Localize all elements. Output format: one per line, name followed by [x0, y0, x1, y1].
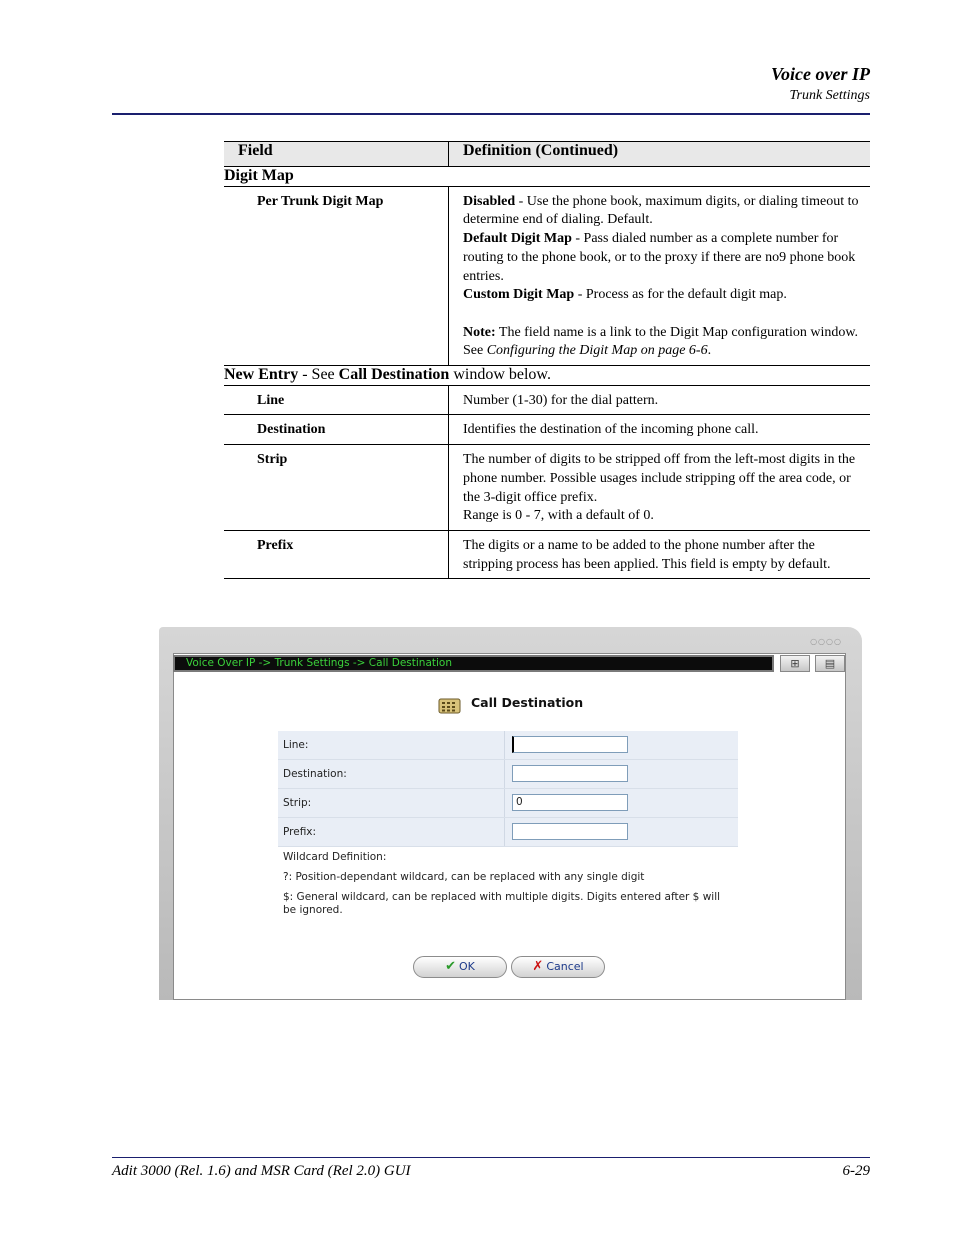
note	[463, 324, 868, 361]
table-row	[224, 445, 870, 531]
new-entry-label: New Entry	[224, 366, 299, 384]
strip-label: Strip:	[283, 797, 312, 809]
definition-line	[463, 230, 868, 286]
call-destination-ref: Call Destination	[338, 366, 450, 384]
spacer	[463, 305, 868, 324]
page-number: 6-29	[842, 1163, 870, 1179]
definition-line: The number of digits to be stripped off from the left-most digits in the phone number. Possible usages include stripping off the area code, or the 3-digit office prefix.	[463, 452, 856, 505]
row-divider	[504, 818, 505, 846]
sitemap-icon: ⊞	[790, 657, 800, 670]
sitemap-button[interactable]	[780, 655, 810, 672]
field-name: Destination	[224, 415, 449, 445]
list-icon: ▤	[824, 657, 836, 670]
term-text: - Use the phone book, maximum digits, or dialing timeout to determine end of dialing. Default.	[463, 193, 859, 228]
row-divider	[504, 789, 505, 817]
field-definition: Number (1-30) for the dial pattern.	[449, 385, 871, 415]
row-divider	[504, 760, 505, 788]
section-title: Voice over IP	[771, 64, 870, 84]
cross-reference-link[interactable]: Configuring the Digit Map on page 6-6	[486, 343, 708, 359]
term: Custom Digit Map	[463, 287, 575, 303]
field-name: Prefix	[224, 530, 449, 578]
log-button[interactable]	[815, 655, 845, 672]
term: Disabled	[463, 193, 516, 209]
destination-input[interactable]	[512, 765, 628, 782]
cancel-label: Cancel	[546, 960, 584, 973]
form-row-strip	[278, 789, 738, 818]
prefix-input[interactable]	[512, 823, 628, 840]
definition-line	[463, 286, 868, 305]
ok-label: OK	[459, 960, 475, 973]
table-row	[224, 186, 870, 365]
form-row-destination	[278, 760, 738, 789]
note-end: .	[707, 343, 712, 359]
definition-table	[224, 141, 870, 579]
form-row-line	[278, 731, 738, 760]
line-input[interactable]	[512, 736, 628, 753]
strip-input[interactable]: 0	[512, 794, 628, 811]
term-text: - Pass dialed number as a complete number for routing to the phone book, or to the proxy if there are no9 phone book entries.	[463, 231, 856, 284]
cancel-button[interactable]	[511, 956, 605, 978]
field-definition: Identifies the destination of the incoming phone call.	[449, 415, 871, 445]
field-column-header: Field	[224, 142, 449, 167]
x-icon: ✗	[532, 959, 544, 974]
note-label: Note:	[463, 324, 496, 340]
wildcard-general-note: $: General wildcard, can be replaced with multiple digits. Digits entered after $ will be ignored.	[283, 891, 721, 916]
header-rule	[112, 113, 870, 115]
field-name: Strip	[224, 445, 449, 531]
section-subtitle: Trunk Settings	[789, 88, 870, 103]
wildcard-title: Wildcard Definition:	[283, 851, 387, 863]
section-row-digit-map	[224, 167, 870, 187]
section-label-new-entry	[224, 366, 870, 386]
term: Default Digit Map	[463, 231, 572, 247]
table-row	[224, 415, 870, 445]
definition-column-header: Definition (Continued)	[449, 142, 871, 167]
term-text: - Process as for the default digit map.	[574, 287, 787, 303]
form-row-prefix	[278, 818, 738, 847]
new-entry-end: window below.	[449, 366, 551, 384]
section-row-new-entry	[224, 366, 870, 386]
field-definition	[449, 186, 871, 365]
prefix-label: Prefix:	[283, 826, 317, 838]
table-header-row	[224, 142, 870, 167]
window-grip-icon: ○○○○	[810, 637, 842, 646]
line-label: Line:	[283, 739, 309, 751]
field-name: Per Trunk Digit Map	[224, 186, 449, 365]
table-row	[224, 530, 870, 578]
check-icon: ✔	[445, 959, 457, 974]
ok-button[interactable]	[413, 956, 507, 978]
form-title-text: Call Destination	[471, 695, 584, 710]
section-label-digit-map: Digit Map	[224, 167, 870, 187]
footer-doc-title: Adit 3000 (Rel. 1.6) and MSR Card (Rel 2.0) GUI	[112, 1163, 411, 1179]
field-definition	[449, 445, 871, 531]
breadcrumb: Voice Over IP -> Trunk Settings -> Call Destination	[173, 655, 774, 672]
note-text: The field name is a link to the Digit Map configuration window. See	[463, 324, 859, 359]
table-row	[224, 385, 870, 415]
field-definition: The digits or a name to be added to the phone number after the stripping process has been applied. This field is empty by default.	[449, 530, 871, 578]
row-divider	[504, 731, 505, 759]
form-title	[439, 695, 583, 710]
wildcard-position-note: ?: Position-dependant wildcard, can be replaced with any single digit	[283, 871, 645, 883]
field-name: Line	[224, 385, 449, 415]
new-entry-mid: - See	[298, 366, 339, 384]
destination-label: Destination:	[283, 768, 347, 780]
footer-rule	[112, 1157, 870, 1158]
definition-line	[463, 193, 868, 230]
definition-line: Range is 0 - 7, with a default of 0.	[463, 508, 654, 524]
